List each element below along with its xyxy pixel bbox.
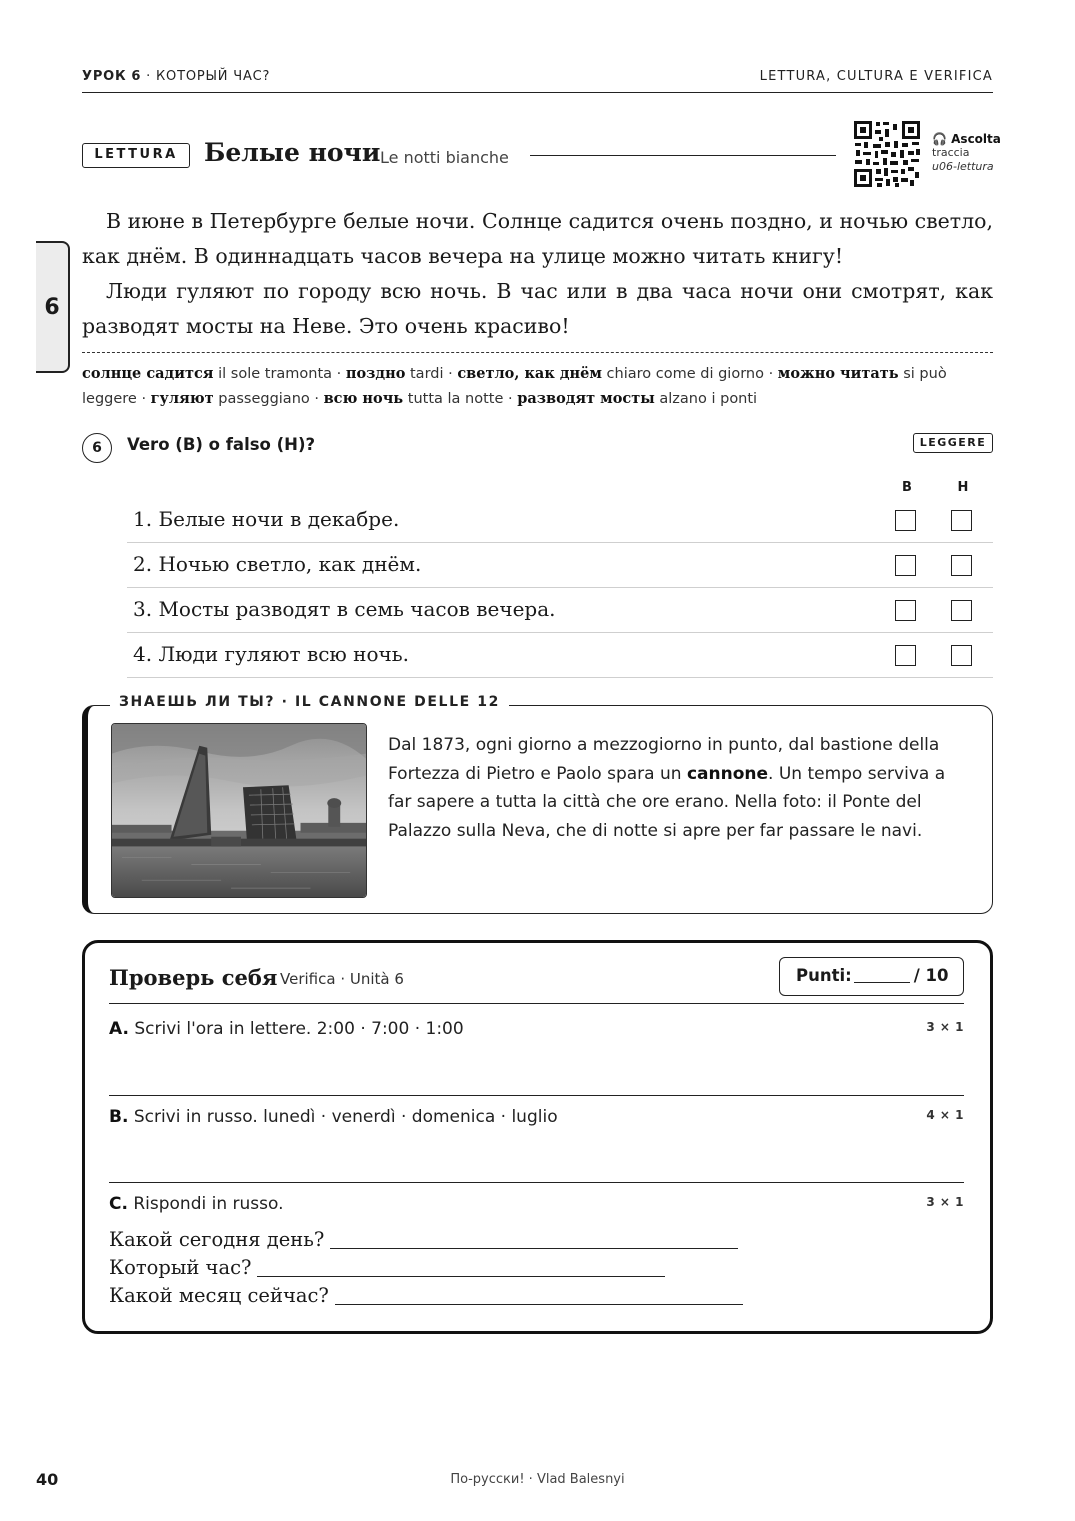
headphones-icon: 🎧	[932, 132, 947, 146]
question-b-points: 4 × 1	[926, 1108, 964, 1122]
glossary-entry: гуляют passeggiano	[150, 389, 310, 407]
statement-text: 4. Люди гуляют всю ночь.	[133, 642, 410, 666]
audio-track-info	[932, 132, 1001, 174]
reading-title-translation: Le notti bianche	[380, 148, 509, 167]
culture-text: Dal 1873, ogni giorno a mezzogiorno in punto, dal bastione della Fortezza di Pietro e Paolo spara un cannone. Un tempo serviva a far sapere a tutta la città che ore erano. Nella foto: il Ponte del Palazzo sulla Neva, che di notte si apre per far passare le navi.	[388, 735, 946, 841]
answer-prompt: Какой месяц сейчас?	[109, 1284, 329, 1307]
false-checkbox[interactable]	[951, 645, 972, 666]
score-label: Punti:	[796, 966, 852, 985]
glossary-entry: всю ночь tutta la notte	[323, 389, 504, 407]
true-false-row	[127, 633, 993, 678]
exercise-title: Vero (В) o falso (Н)?	[127, 435, 316, 454]
reading-paragraph: Люди гуляют по городу всю ночь. В час или в два часа ночи они смотрят, как разводят мосты на Неве. Это очень красиво!	[82, 279, 993, 338]
glossary-entry: разводят мосты alzano i ponti	[517, 389, 758, 407]
true-false-row	[127, 588, 993, 633]
glossary-entry: светло, как днём chiaro come di giorno	[457, 365, 764, 382]
true-checkbox[interactable]	[895, 555, 916, 576]
answer-line-a[interactable]	[109, 1095, 964, 1096]
glossary: солнце садится il sole tramonta · поздно tardi · светло, как днём chiaro come di giorno · можно читать si può leggere · гуляют passeggiano · всю ночь tutta la notte · разводят мосты alzano i ponti	[82, 365, 947, 407]
glossary-entry: можно читать si può leggere	[82, 365, 947, 407]
true-checkbox[interactable]	[895, 600, 916, 621]
page-number: 40	[36, 1470, 59, 1489]
true-checkbox[interactable]	[895, 510, 916, 531]
bridge-photo	[111, 723, 367, 898]
true-checkbox[interactable]	[895, 645, 916, 666]
question-c-points: 3 × 1	[926, 1195, 964, 1209]
glossary-divider	[82, 352, 993, 353]
false-checkbox[interactable]	[951, 600, 972, 621]
answer-line[interactable]	[335, 1289, 743, 1305]
chapter-side-tab	[36, 241, 70, 373]
self-check-title: Проверь себя	[109, 965, 278, 990]
false-checkbox[interactable]	[951, 510, 972, 531]
answer-prompt: Который час?	[109, 1256, 252, 1279]
answer-row	[109, 1256, 665, 1279]
qr-code-icon[interactable]	[853, 120, 921, 188]
statement-text: 2. Ночью светло, как днём.	[133, 552, 422, 576]
answer-prompt: Какой сегодня день?	[109, 1228, 325, 1251]
glossary-entry: поздно tardi	[345, 365, 444, 382]
audio-label: Ascolta	[951, 132, 1001, 146]
question-a: A. Scrivi l'ora in lettere. 2:00 · 7:00 · 1:00	[109, 1019, 464, 1039]
glossary-entry: солнце садится il sole tramonta	[82, 365, 333, 382]
lesson-label: УРОК	[82, 69, 127, 84]
reading-title: Белые ночи	[204, 138, 381, 167]
reading-text	[82, 204, 993, 344]
footer-credit: По-русски! · Vlad Balesnyi	[450, 1472, 625, 1487]
score-total: / 10	[913, 966, 949, 985]
self-check-divider	[109, 1003, 964, 1004]
score-input[interactable]	[854, 969, 910, 983]
answer-row	[109, 1284, 743, 1307]
audio-track-id: u06-lettura	[932, 160, 994, 173]
lettura-badge: LETTURA	[82, 143, 190, 168]
culture-keyword: cannone	[686, 763, 769, 784]
answer-line-b[interactable]	[109, 1182, 964, 1183]
statement-text: 3. Мосты разводят в семь часов вечера.	[133, 597, 556, 621]
false-checkbox[interactable]	[951, 555, 972, 576]
chapter-side-tab-number: 6	[44, 295, 60, 320]
question-a-points: 3 × 1	[926, 1020, 964, 1034]
title-rule	[530, 155, 836, 156]
true-false-row	[127, 498, 993, 543]
answer-line[interactable]	[257, 1261, 665, 1277]
statement-text: 1. Белые ночи в декабре.	[133, 507, 400, 531]
header-divider	[82, 92, 993, 93]
column-false-header: Н	[957, 480, 969, 495]
true-false-row	[127, 543, 993, 588]
column-true-header: В	[902, 480, 912, 495]
self-check-subtitle: Verifica · Unità 6	[280, 970, 404, 988]
running-header-lesson	[82, 69, 270, 84]
answer-row	[109, 1228, 738, 1251]
answer-line[interactable]	[330, 1233, 738, 1249]
audio-track-label: traccia	[932, 146, 970, 159]
running-header-section: LETTURA, CULTURA E VERIFICA	[759, 69, 993, 84]
lesson-number: 6	[131, 69, 142, 84]
skill-tag: LEGGERE	[913, 433, 993, 453]
score-box	[779, 957, 964, 996]
lesson-title: · КОТОРЫЙ ЧАС?	[141, 69, 271, 84]
exercise-number: 6	[82, 433, 112, 463]
culture-box-title: ЗНАЕШЬ ЛИ ТЫ? · IL CANNONE DELLE 12	[110, 694, 509, 710]
question-c: C. Rispondi in russo.	[109, 1194, 284, 1214]
reading-paragraph: В июне в Петербурге белые ночи. Солнце садится очень поздно, и ночью светло, как днём. В одиннадцать часов вечера на улице можно читать книгу!	[82, 209, 993, 268]
question-b: B. Scrivi in russo. lunedì · venerdì · domenica · luglio	[109, 1107, 558, 1127]
